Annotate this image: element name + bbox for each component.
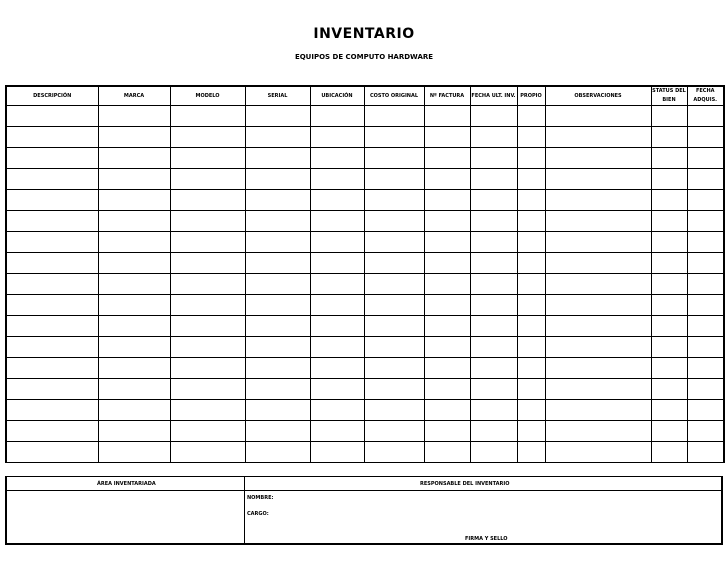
table-row	[6, 316, 724, 337]
table-cell[interactable]	[170, 379, 245, 400]
table-cell[interactable]	[517, 337, 545, 358]
table-cell[interactable]	[310, 232, 364, 253]
table-cell[interactable]	[517, 421, 545, 442]
nombre-label: NOMBRE:	[247, 495, 274, 501]
table-cell[interactable]	[170, 421, 245, 442]
table-cell[interactable]	[170, 127, 245, 148]
table-cell[interactable]	[424, 106, 470, 127]
table-cell[interactable]	[6, 442, 98, 463]
table-cell[interactable]	[470, 232, 517, 253]
table-cell[interactable]	[310, 169, 364, 190]
table-cell[interactable]	[98, 127, 170, 148]
page-subtitle: EQUIPOS DE COMPUTO HARDWARE	[294, 53, 434, 61]
table-cell[interactable]	[470, 127, 517, 148]
table-cell[interactable]	[170, 211, 245, 232]
table-cell[interactable]	[310, 253, 364, 274]
table-cell[interactable]	[424, 274, 470, 295]
table-cell[interactable]	[245, 442, 310, 463]
table-cell[interactable]	[545, 400, 651, 421]
table-row	[6, 274, 724, 295]
table-cell[interactable]	[98, 169, 170, 190]
column-header-marca: MARCA	[98, 86, 170, 106]
table-cell[interactable]	[651, 316, 687, 337]
table-cell[interactable]	[245, 211, 310, 232]
table-cell[interactable]	[424, 295, 470, 316]
table-cell[interactable]	[470, 379, 517, 400]
table-row	[6, 379, 724, 400]
table-cell[interactable]	[517, 442, 545, 463]
table-cell[interactable]	[245, 400, 310, 421]
table-cell[interactable]	[651, 232, 687, 253]
table-cell[interactable]	[245, 253, 310, 274]
table-cell[interactable]	[245, 358, 310, 379]
table-cell[interactable]	[310, 295, 364, 316]
table-cell[interactable]	[687, 337, 724, 358]
table-cell[interactable]	[310, 274, 364, 295]
table-cell[interactable]	[364, 358, 424, 379]
table-cell[interactable]	[687, 358, 724, 379]
table-cell[interactable]	[687, 169, 724, 190]
signature-footer	[5, 476, 723, 545]
table-cell[interactable]	[651, 106, 687, 127]
table-cell[interactable]	[470, 253, 517, 274]
table-cell[interactable]	[470, 358, 517, 379]
table-body	[6, 106, 724, 463]
table-row	[6, 106, 724, 127]
table-cell[interactable]	[245, 190, 310, 211]
table-cell[interactable]	[364, 232, 424, 253]
table-cell[interactable]	[545, 295, 651, 316]
table-cell[interactable]	[517, 127, 545, 148]
area-inventariada-label: ÁREA INVENTARIADA	[97, 481, 156, 487]
table-cell[interactable]	[651, 169, 687, 190]
table-cell[interactable]	[424, 148, 470, 169]
table-cell[interactable]	[364, 400, 424, 421]
table-cell[interactable]	[517, 232, 545, 253]
table-cell[interactable]	[245, 169, 310, 190]
table-cell[interactable]	[651, 337, 687, 358]
table-cell[interactable]	[364, 421, 424, 442]
table-cell[interactable]	[98, 274, 170, 295]
table-cell[interactable]	[424, 379, 470, 400]
column-header-costo-original: COSTO ORIGINAL	[364, 86, 424, 106]
table-cell[interactable]	[98, 295, 170, 316]
column-header-observaciones: OBSERVACIONES	[545, 86, 651, 106]
table-row	[6, 400, 724, 421]
table-cell[interactable]	[364, 169, 424, 190]
table-cell[interactable]	[6, 400, 98, 421]
table-row	[6, 442, 724, 463]
table-cell[interactable]	[687, 190, 724, 211]
table-cell[interactable]	[424, 211, 470, 232]
table-cell[interactable]	[424, 337, 470, 358]
table-cell[interactable]	[364, 211, 424, 232]
table-cell[interactable]	[651, 400, 687, 421]
table-cell[interactable]	[517, 316, 545, 337]
table-cell[interactable]	[245, 379, 310, 400]
table-cell[interactable]	[6, 316, 98, 337]
table-cell[interactable]	[687, 316, 724, 337]
table-cell[interactable]	[364, 274, 424, 295]
table-cell[interactable]	[364, 337, 424, 358]
table-cell[interactable]	[6, 253, 98, 274]
table-cell[interactable]	[6, 274, 98, 295]
table-cell[interactable]	[170, 316, 245, 337]
column-header-modelo: MODELO	[170, 86, 245, 106]
table-cell[interactable]	[98, 148, 170, 169]
table-cell[interactable]	[651, 379, 687, 400]
table-row	[6, 337, 724, 358]
table-cell[interactable]	[310, 106, 364, 127]
table-cell[interactable]	[517, 169, 545, 190]
table-cell[interactable]	[6, 295, 98, 316]
table-cell[interactable]	[310, 442, 364, 463]
table-cell[interactable]	[470, 337, 517, 358]
table-cell[interactable]	[310, 400, 364, 421]
table-cell[interactable]	[310, 358, 364, 379]
table-cell[interactable]	[687, 253, 724, 274]
table-cell[interactable]	[98, 106, 170, 127]
table-cell[interactable]	[424, 127, 470, 148]
table-cell[interactable]	[310, 421, 364, 442]
table-cell[interactable]	[470, 316, 517, 337]
table-row	[6, 295, 724, 316]
table-cell[interactable]	[98, 400, 170, 421]
table-cell[interactable]	[6, 379, 98, 400]
table-cell[interactable]	[170, 442, 245, 463]
table-cell[interactable]	[6, 169, 98, 190]
column-header-status-del-bien: STATUS DEL BIEN	[651, 86, 687, 106]
cargo-label: CARGO:	[247, 511, 269, 517]
table-cell[interactable]	[310, 316, 364, 337]
table-cell[interactable]	[651, 211, 687, 232]
table-cell[interactable]	[545, 127, 651, 148]
table-cell[interactable]	[364, 148, 424, 169]
table-cell[interactable]	[545, 106, 651, 127]
table-cell[interactable]	[545, 253, 651, 274]
table-cell[interactable]	[687, 421, 724, 442]
table-cell[interactable]	[687, 379, 724, 400]
table-cell[interactable]	[170, 274, 245, 295]
table-cell[interactable]	[424, 442, 470, 463]
table-cell[interactable]	[245, 232, 310, 253]
table-cell[interactable]	[424, 169, 470, 190]
table-cell[interactable]	[517, 148, 545, 169]
table-cell[interactable]	[687, 211, 724, 232]
table-cell[interactable]	[98, 232, 170, 253]
table-cell[interactable]	[651, 127, 687, 148]
table-cell[interactable]	[470, 169, 517, 190]
table-cell[interactable]	[517, 253, 545, 274]
table-cell[interactable]	[364, 442, 424, 463]
table-row	[6, 358, 724, 379]
table-cell[interactable]	[470, 400, 517, 421]
table-cell[interactable]	[98, 379, 170, 400]
table-cell[interactable]	[245, 316, 310, 337]
table-cell[interactable]	[6, 232, 98, 253]
table-cell[interactable]	[245, 148, 310, 169]
table-cell[interactable]	[245, 106, 310, 127]
table-cell[interactable]	[470, 295, 517, 316]
table-row	[6, 421, 724, 442]
table-cell[interactable]	[364, 190, 424, 211]
table-cell[interactable]	[470, 421, 517, 442]
table-cell[interactable]	[170, 148, 245, 169]
table-cell[interactable]	[424, 421, 470, 442]
table-cell[interactable]	[364, 106, 424, 127]
table-row	[6, 148, 724, 169]
table-cell[interactable]	[424, 253, 470, 274]
table-cell[interactable]	[310, 337, 364, 358]
table-cell[interactable]	[245, 127, 310, 148]
table-cell[interactable]	[6, 190, 98, 211]
column-header-propio: PROPIO	[517, 86, 545, 106]
table-cell[interactable]	[545, 211, 651, 232]
table-cell[interactable]	[424, 358, 470, 379]
column-header-fecha-adquis: FECHA ADQUIS.	[687, 86, 724, 106]
table-cell[interactable]	[651, 442, 687, 463]
table-row	[6, 169, 724, 190]
table-cell[interactable]	[310, 190, 364, 211]
table-cell[interactable]	[687, 442, 724, 463]
table-cell[interactable]	[470, 148, 517, 169]
table-row	[6, 232, 724, 253]
table-cell[interactable]	[687, 106, 724, 127]
table-cell[interactable]	[364, 316, 424, 337]
table-cell[interactable]	[6, 106, 98, 127]
footer-divider	[244, 477, 245, 543]
inventory-table	[5, 85, 725, 463]
table-cell[interactable]	[310, 211, 364, 232]
table-cell[interactable]	[364, 295, 424, 316]
column-header-ubicacion: UBICACIÓN	[310, 86, 364, 106]
table-cell[interactable]	[517, 274, 545, 295]
column-header-serial: SERIAL	[245, 86, 310, 106]
table-cell[interactable]	[170, 358, 245, 379]
table-cell[interactable]	[545, 190, 651, 211]
table-row	[6, 190, 724, 211]
table-row	[6, 127, 724, 148]
table-cell[interactable]	[545, 232, 651, 253]
table-cell[interactable]	[6, 148, 98, 169]
table-cell[interactable]	[98, 316, 170, 337]
table-cell[interactable]	[517, 379, 545, 400]
table-cell[interactable]	[545, 169, 651, 190]
table-cell[interactable]	[517, 190, 545, 211]
table-cell[interactable]	[6, 337, 98, 358]
table-cell[interactable]	[517, 358, 545, 379]
table-cell[interactable]	[170, 295, 245, 316]
table-cell[interactable]	[470, 442, 517, 463]
table-cell[interactable]	[170, 190, 245, 211]
table-cell[interactable]	[545, 442, 651, 463]
table-cell[interactable]	[651, 148, 687, 169]
table-cell[interactable]	[470, 274, 517, 295]
table-cell[interactable]	[170, 337, 245, 358]
table-cell[interactable]	[98, 337, 170, 358]
table-cell[interactable]	[545, 274, 651, 295]
table-cell[interactable]	[170, 169, 245, 190]
table-cell[interactable]	[310, 148, 364, 169]
table-cell[interactable]	[98, 421, 170, 442]
table-cell[interactable]	[364, 127, 424, 148]
table-cell[interactable]	[651, 421, 687, 442]
table-cell[interactable]	[245, 421, 310, 442]
table-cell[interactable]	[651, 274, 687, 295]
table-cell[interactable]	[364, 379, 424, 400]
table-cell[interactable]	[245, 337, 310, 358]
table-cell[interactable]	[470, 211, 517, 232]
firma-y-sello-label: FIRMA Y SELLO	[465, 536, 508, 542]
table-cell[interactable]	[470, 106, 517, 127]
table-cell[interactable]	[310, 127, 364, 148]
table-cell[interactable]	[310, 379, 364, 400]
table-cell[interactable]	[687, 148, 724, 169]
table-cell[interactable]	[98, 211, 170, 232]
table-cell[interactable]	[170, 400, 245, 421]
table-cell[interactable]	[687, 295, 724, 316]
page-title: INVENTARIO	[313, 26, 415, 42]
table-cell[interactable]	[651, 253, 687, 274]
table-cell[interactable]	[517, 106, 545, 127]
table-cell[interactable]	[6, 127, 98, 148]
table-header-row	[6, 86, 724, 106]
table-cell[interactable]	[545, 379, 651, 400]
table-cell[interactable]	[170, 106, 245, 127]
table-cell[interactable]	[545, 316, 651, 337]
table-cell[interactable]	[545, 421, 651, 442]
table-cell[interactable]	[424, 316, 470, 337]
table-cell[interactable]	[651, 295, 687, 316]
table-row	[6, 211, 724, 232]
responsable-label: RESPONSABLE DEL INVENTARIO	[420, 481, 510, 487]
table-cell[interactable]	[245, 295, 310, 316]
table-cell[interactable]	[687, 127, 724, 148]
column-header-fecha-ult-inv: FECHA ULT. INV.	[470, 86, 517, 106]
table-cell[interactable]	[98, 190, 170, 211]
table-cell[interactable]	[545, 337, 651, 358]
table-cell[interactable]	[651, 358, 687, 379]
table-cell[interactable]	[364, 253, 424, 274]
table-cell[interactable]	[651, 190, 687, 211]
table-cell[interactable]	[98, 253, 170, 274]
table-cell[interactable]	[98, 358, 170, 379]
table-cell[interactable]	[470, 190, 517, 211]
table-cell[interactable]	[6, 211, 98, 232]
table-cell[interactable]	[517, 295, 545, 316]
table-cell[interactable]	[424, 232, 470, 253]
table-cell[interactable]	[170, 253, 245, 274]
table-cell[interactable]	[545, 358, 651, 379]
table-cell[interactable]	[517, 211, 545, 232]
table-row	[6, 253, 724, 274]
table-cell[interactable]	[98, 442, 170, 463]
table-cell[interactable]	[6, 358, 98, 379]
table-cell[interactable]	[424, 190, 470, 211]
table-cell[interactable]	[687, 400, 724, 421]
table-cell[interactable]	[687, 232, 724, 253]
table-cell[interactable]	[687, 274, 724, 295]
table-cell[interactable]	[6, 421, 98, 442]
table-cell[interactable]	[170, 232, 245, 253]
table-cell[interactable]	[245, 274, 310, 295]
table-cell[interactable]	[424, 400, 470, 421]
table-cell[interactable]	[517, 400, 545, 421]
column-header-descripcion: DESCRIPCIÓN	[6, 86, 98, 106]
table-cell[interactable]	[545, 148, 651, 169]
column-header-factura: Nº FACTURA	[424, 86, 470, 106]
